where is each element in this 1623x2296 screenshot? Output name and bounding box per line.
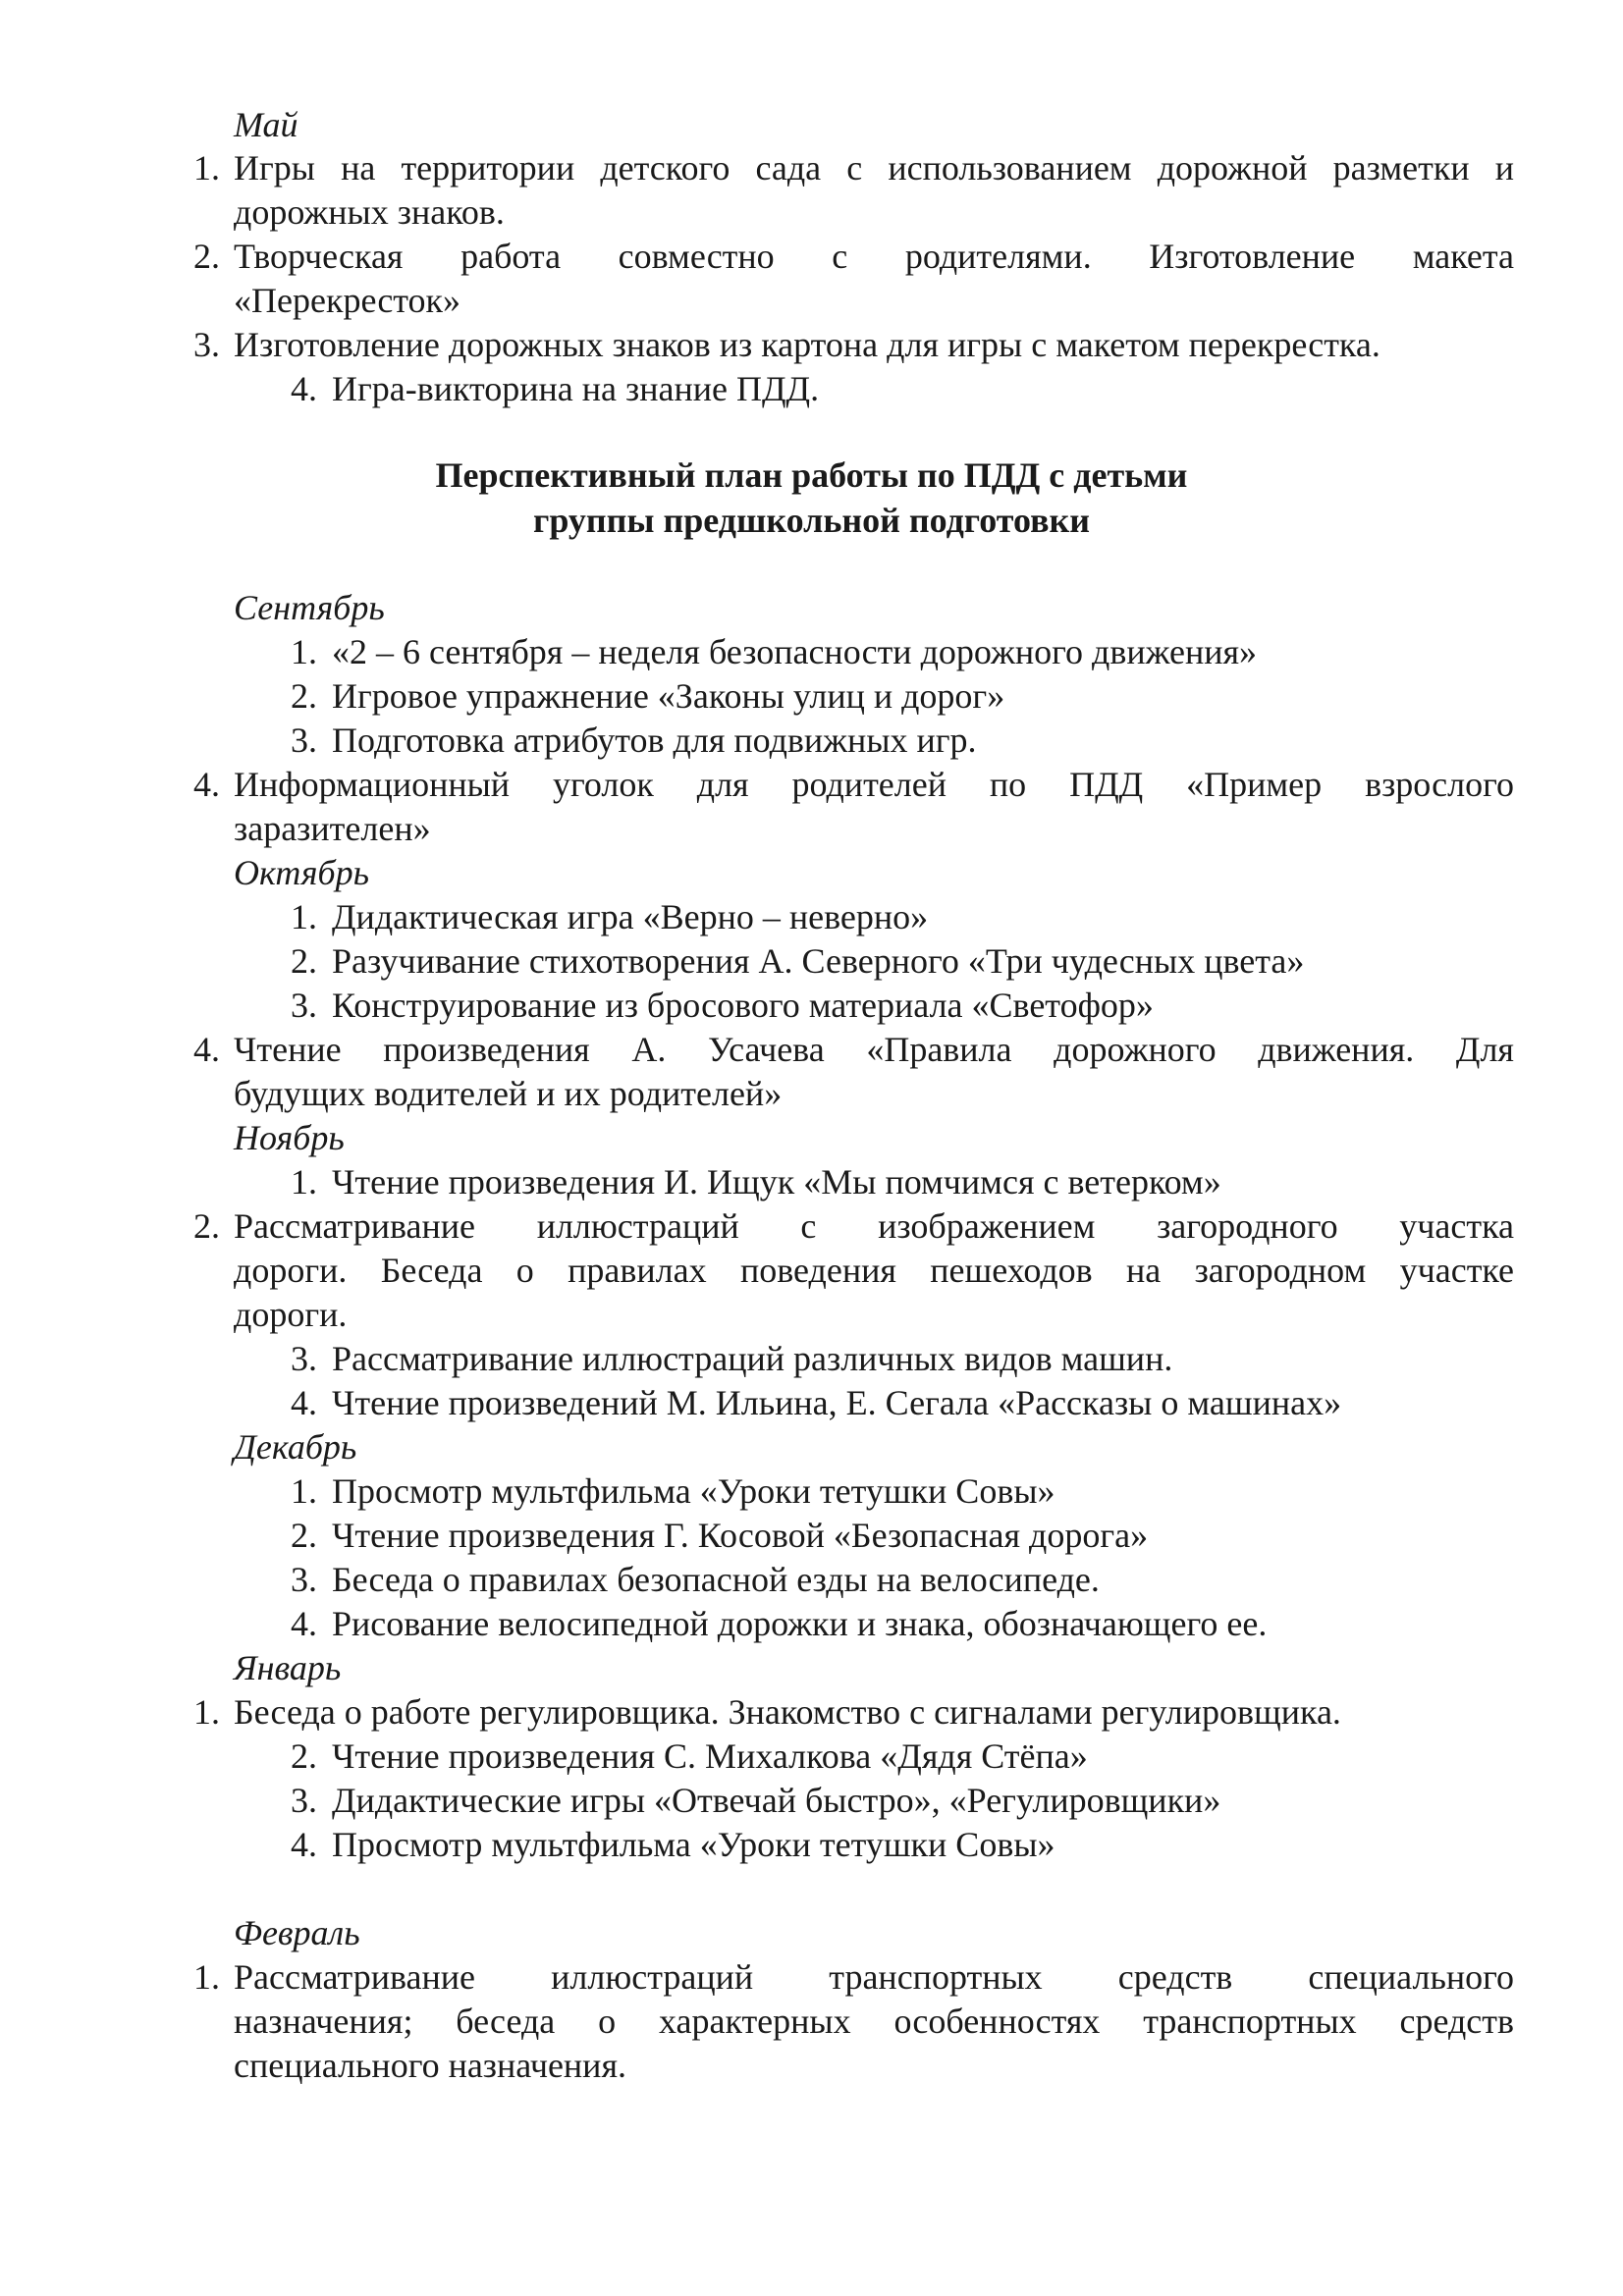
list-item-continuation xyxy=(0,806,1623,851)
item-number: 1. xyxy=(193,1692,220,1732)
item-number: 1. xyxy=(193,1957,220,1997)
month-heading-january xyxy=(0,1645,1623,1690)
list-item xyxy=(0,1513,1623,1558)
item-text: дороги. xyxy=(234,1295,348,1334)
month-heading-december xyxy=(0,1424,1623,1469)
list-item xyxy=(0,1954,1623,2000)
item-number: 1. xyxy=(291,632,317,671)
month-label: Май xyxy=(234,105,298,144)
item-text: «2 – 6 сентября – неделя безопасности дорожного движения» xyxy=(332,632,1258,671)
item-text: Дидактические игры «Отвечай быстро», «Регулировщики» xyxy=(332,1781,1221,1820)
item-number: 3. xyxy=(193,325,220,364)
item-text: Чтение произведения И. Ищук «Мы помчимся с ветерком» xyxy=(332,1162,1221,1201)
list-item xyxy=(0,1557,1623,1602)
month-label: Октябрь xyxy=(234,853,370,892)
item-text: Дидактическая игра «Верно – неверно» xyxy=(332,897,929,936)
item-number: 3. xyxy=(291,1781,317,1820)
item-text: «Перекресток» xyxy=(234,281,461,320)
month-label: Декабрь xyxy=(234,1427,357,1467)
list-item xyxy=(0,1778,1623,1823)
item-text: Игра-викторина на знание ПДД. xyxy=(332,369,820,408)
list-item xyxy=(0,366,1623,411)
item-text: Рассматривание иллюстраций с изображением загородного участка xyxy=(234,1206,1514,1246)
item-text: Подготовка атрибутов для подвижных игр. xyxy=(332,721,977,760)
list-item xyxy=(0,145,1623,190)
item-number: 1. xyxy=(291,1162,317,1201)
item-number: 4. xyxy=(291,369,317,408)
month-heading-october xyxy=(0,850,1623,895)
item-text: Чтение произведений М. Ильина, Е. Сегала «Рассказы о машинах» xyxy=(332,1383,1342,1422)
item-text: Игровое упражнение «Законы улиц и дорог» xyxy=(332,676,1005,716)
month-label: Ноябрь xyxy=(234,1118,345,1157)
item-text: Конструирование из бросового материала «Светофор» xyxy=(332,986,1154,1025)
list-item xyxy=(0,1203,1623,1249)
list-item xyxy=(0,718,1623,763)
item-number: 2. xyxy=(291,676,317,716)
item-text: Беседа о правилах безопасной езды на велосипеде. xyxy=(332,1560,1100,1599)
list-item-continuation xyxy=(0,1999,1623,2044)
item-text: Изготовление дорожных знаков из картона для игры с макетом перекрестка. xyxy=(234,325,1380,364)
item-text: дорожных знаков. xyxy=(234,192,505,232)
list-item xyxy=(0,1734,1623,1779)
list-item xyxy=(0,1027,1623,1072)
item-number: 2. xyxy=(291,1516,317,1555)
list-item xyxy=(0,1689,1623,1735)
item-text: будущих водителей и их родителей» xyxy=(234,1074,783,1113)
list-item-continuation xyxy=(0,2043,1623,2088)
list-item xyxy=(0,1601,1623,1646)
item-text: Рассматривание иллюстраций различных видов машин. xyxy=(332,1339,1173,1378)
list-item xyxy=(0,629,1623,674)
month-label: Январь xyxy=(234,1648,342,1687)
item-number: 3. xyxy=(291,1560,317,1599)
item-text: Просмотр мультфильма «Уроки тетушки Совы» xyxy=(332,1825,1055,1864)
list-item-continuation xyxy=(0,189,1623,235)
item-text: специального назначения. xyxy=(234,2046,627,2085)
list-item xyxy=(0,1159,1623,1204)
item-text: Беседа о работе регулировщика. Знакомство с сигналами регулировщика. xyxy=(234,1692,1341,1732)
item-text: Чтение произведения Г. Косовой «Безопасная дорога» xyxy=(332,1516,1149,1555)
list-item xyxy=(0,1468,1623,1514)
item-text: Чтение произведения А. Усачева «Правила дорожного движения. Для xyxy=(234,1030,1514,1069)
item-number: 2. xyxy=(193,237,220,276)
item-number: 3. xyxy=(291,1339,317,1378)
list-item-continuation xyxy=(0,1071,1623,1116)
item-number: 1. xyxy=(291,897,317,936)
list-item xyxy=(0,1822,1623,1867)
document-title-line-1: Перспективный план работы по ПДД с детьми xyxy=(435,455,1188,495)
item-text: Просмотр мультфильма «Уроки тетушки Совы» xyxy=(332,1471,1055,1511)
item-number: 4. xyxy=(193,1030,220,1069)
month-heading-november xyxy=(0,1115,1623,1160)
item-text: Информационный уголок для родителей по ПДД «Пример взрослого xyxy=(234,765,1514,804)
list-item xyxy=(0,894,1623,939)
list-item-continuation xyxy=(0,278,1623,323)
item-number: 1. xyxy=(193,148,220,187)
item-number: 4. xyxy=(291,1383,317,1422)
item-text: Игры на территории детского сада с использованием дорожной разметки и xyxy=(234,148,1514,187)
item-number: 1. xyxy=(291,1471,317,1511)
item-text: Рисование велосипедной дорожки и знака, обозначающего ее. xyxy=(332,1604,1268,1643)
item-number: 2. xyxy=(291,941,317,981)
item-text: дороги. Беседа о правилах поведения пешеходов на загородном участке xyxy=(234,1251,1514,1290)
item-text: заразителен» xyxy=(234,809,431,848)
month-heading-february xyxy=(0,1910,1623,1955)
month-heading-september xyxy=(0,585,1623,630)
item-number: 4. xyxy=(291,1825,317,1864)
month-label: Февраль xyxy=(234,1913,360,1952)
list-item xyxy=(0,673,1623,719)
list-item-continuation xyxy=(0,1248,1623,1293)
item-number: 3. xyxy=(291,721,317,760)
month-label: Сентябрь xyxy=(234,588,385,627)
month-heading-may xyxy=(0,102,1623,147)
item-text: Рассматривание иллюстраций транспортных средств специального xyxy=(234,1957,1514,1997)
list-item-continuation xyxy=(0,1292,1623,1337)
item-number: 4. xyxy=(193,765,220,804)
item-number: 2. xyxy=(291,1736,317,1776)
list-item xyxy=(0,234,1623,279)
item-number: 3. xyxy=(291,986,317,1025)
item-text: Творческая работа совместно с родителями. Изготовление макета xyxy=(234,237,1514,276)
list-item xyxy=(0,1336,1623,1381)
list-item xyxy=(0,1380,1623,1425)
item-number: 4. xyxy=(291,1604,317,1643)
list-item xyxy=(0,938,1623,984)
document-title-line-2: группы предшкольной подготовки xyxy=(533,501,1090,540)
item-number: 2. xyxy=(193,1206,220,1246)
list-item xyxy=(0,322,1623,367)
list-item xyxy=(0,983,1623,1028)
item-text: назначения; беседа о характерных особенностях транспортных средств xyxy=(234,2002,1514,2041)
list-item xyxy=(0,762,1623,807)
item-text: Чтение произведения С. Михалкова «Дядя Стёпа» xyxy=(332,1736,1088,1776)
item-text: Разучивание стихотворения А. Северного «Три чудесных цвета» xyxy=(332,941,1305,981)
